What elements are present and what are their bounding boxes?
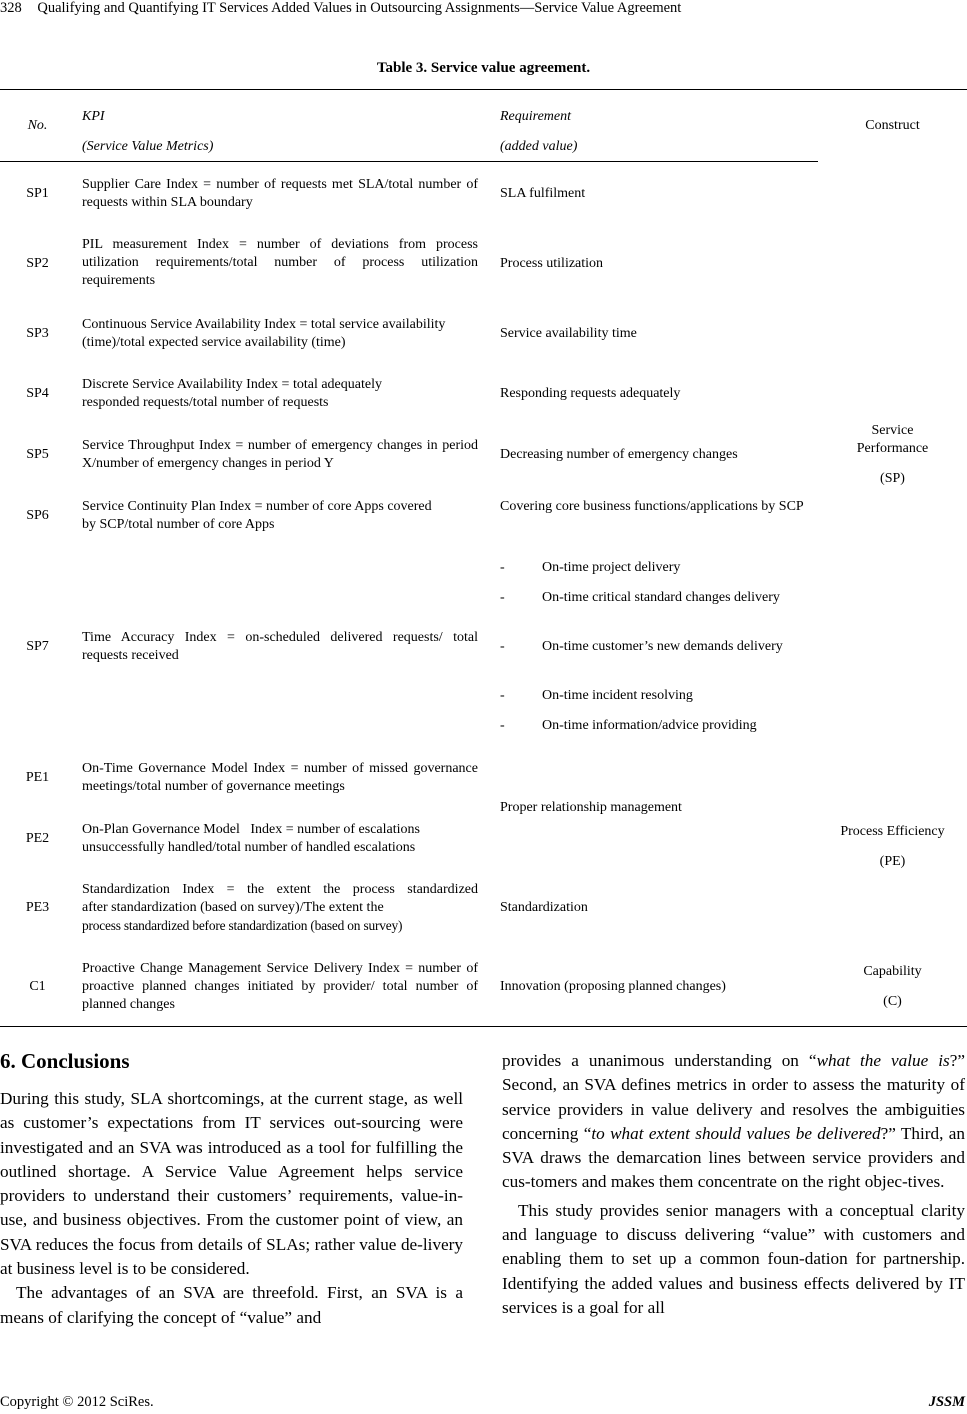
bullet-dash: -	[500, 718, 505, 733]
left-column	[0, 1087, 463, 1330]
running-title: Qualifying and Quantifying IT Services Added Values in Outsourcing Assignments—Service Value Agreement	[37, 0, 682, 16]
row-kpi	[82, 881, 478, 935]
row-no: PE1	[25, 770, 50, 785]
row-requirement: SLA fulfilment	[500, 186, 586, 201]
header-requirement	[500, 102, 808, 162]
section-heading: 6. Conclusions	[0, 1049, 130, 1073]
paragraph	[502, 1049, 965, 1195]
header-kpi-title: KPI	[82, 109, 105, 124]
row-no: PE2	[25, 831, 50, 846]
construct-label: Process Efficiency	[840, 824, 945, 839]
row-kpi: Supplier Care Index = number of requests met SLA/total number of requests within SLA boundary	[82, 177, 478, 210]
requirement-bullet	[500, 687, 808, 705]
table-caption: Table 3. Service value agreement.	[376, 60, 591, 76]
header-req-title: Requirement	[500, 109, 572, 124]
emphasis: to what extent should values be delivered	[591, 1123, 881, 1143]
bullet-text: On-time critical standard changes delivery	[542, 590, 780, 605]
requirement-bullet	[500, 638, 808, 656]
requirement-bullet	[500, 717, 808, 735]
row-kpi: Continuous Service Availability Index = total service availability (time)/total expected service availability (time)	[82, 317, 446, 350]
row-no: SP3	[26, 326, 49, 341]
construct-label: Service	[871, 423, 914, 438]
header-kpi-subtitle: (Service Value Metrics)	[82, 139, 214, 154]
row-no: SP2	[26, 256, 49, 271]
row-no: SP1	[26, 186, 49, 201]
construct-label: Capability	[863, 964, 922, 979]
paragraph: During this study, SLA shortcomings, at the current stage, as well as customer’s expectations from IT services out-sourcing were investigated and an SVA was introduced as a tool for fulfilling the outlined shortage. A Service Value Agreement helps service providers to understand their customers’ requirements, value-in-use, and business objectives. From the customer point of view, an SVA reduces the focus from details of SLAs; rather value de-livery at business level is to be considered.	[0, 1089, 463, 1279]
construct-abbr: (SP)	[880, 471, 905, 486]
row-requirement: Innovation (proposing planned changes)	[500, 979, 726, 994]
requirement-bullet	[500, 589, 808, 607]
construct-sp	[820, 422, 965, 488]
row-requirement: Responding requests adequately	[500, 386, 681, 401]
text-run: ?” Second, an SVA defines metrics in order to assess the maturity of service providers in value delivery and resolves the ambiguities concerning “	[502, 1051, 966, 1143]
bullet-dash: -	[500, 560, 505, 575]
page-number: 328	[0, 0, 22, 16]
row-no: PE3	[25, 900, 50, 915]
construct-label: Performance	[856, 441, 929, 456]
table-top-rule	[0, 89, 967, 90]
construct-abbr: (PE)	[879, 854, 906, 869]
journal-name: JSSM	[928, 1394, 965, 1410]
header-construct: Construct	[865, 118, 920, 133]
header-kpi	[82, 102, 478, 162]
row-kpi: On-Plan Governance Model Index = number of escalations unsuccessfully handled/total number of handled escalations	[82, 822, 424, 855]
requirement-bullet	[500, 559, 808, 577]
row-requirement: Decreasing number of emergency changes	[500, 447, 738, 462]
table-bottom-rule	[0, 1026, 967, 1027]
row-no: SP6	[26, 508, 49, 523]
row-requirement: Service availability time	[500, 326, 637, 341]
row-requirement: Proper relationship management	[500, 800, 682, 815]
bullet-dash: -	[500, 639, 505, 654]
bullet-text: On-time incident resolving	[542, 688, 693, 703]
row-kpi: Service Continuity Plan Index = number of core Apps covered by SCP/total number of core Apps	[82, 499, 432, 532]
text-run: ?” Third, an SVA draws the demarcation lines between service providers and cus-tomers and makes them concentrate on the right objec-tives.	[502, 1123, 965, 1192]
row-no: C1	[29, 979, 46, 994]
bullet-dash: -	[500, 688, 505, 703]
row-no: SP5	[26, 447, 49, 462]
kpi-line: process standardized before standardization (based on survey)	[82, 918, 403, 933]
header-no: No.	[27, 118, 48, 133]
construct-pe	[820, 823, 965, 871]
bullet-dash: -	[500, 590, 505, 605]
row-kpi: Discrete Service Availability Index = total adequately responded requests/total number of requests	[82, 377, 382, 410]
row-kpi: Time Accuracy Index = on-scheduled delivered requests/ total requests received	[82, 630, 478, 663]
bullet-text: On-time customer’s new demands delivery	[542, 639, 783, 654]
construct-abbr: (C)	[883, 994, 902, 1009]
row-requirement: Standardization	[500, 900, 588, 915]
row-kpi: PIL measurement Index = number of deviations from process utilization requirements/total number of process utilization requirements	[82, 237, 478, 288]
emphasis: what the value is	[816, 1051, 950, 1070]
paragraph: This study provides senior managers with a conceptual clarity and language to discuss delivering “value” with customers and enabling them to set up a common foun-dation for partnership. Identifying the added values and business effects delivered by IT services is a goal for all	[502, 1200, 965, 1317]
copyright: Copyright © 2012 SciRes.	[0, 1394, 154, 1410]
right-column	[502, 1049, 965, 1320]
paragraph: The advantages of an SVA are threefold. First, an SVA is a means of clarifying the concept of “value” and	[0, 1283, 463, 1327]
row-no: SP7	[26, 639, 49, 654]
row-no: SP4	[26, 386, 49, 401]
running-head	[0, 0, 681, 17]
row-kpi: Proactive Change Management Service Delivery Index = number of proactive planned changes initiated by provider/ total number of planned changes	[82, 961, 478, 1012]
kpi-line: Standardization Index = the extent the process standardized	[82, 882, 478, 897]
row-kpi: On-Time Governance Model Index = number of missed governance meetings/total number of governance meetings	[82, 761, 478, 794]
row-kpi: Service Throughput Index = number of emergency changes in period X/number of emergency changes in period Y	[82, 438, 478, 471]
text-run: provides a unanimous understanding on “	[502, 1051, 817, 1070]
row-requirement: Process utilization	[500, 256, 604, 271]
kpi-line: after standardization (based on survey)/The extent the	[82, 900, 384, 915]
bullet-text: On-time project delivery	[542, 560, 681, 575]
construct-c	[820, 963, 965, 1011]
header-req-subtitle: (added value)	[500, 139, 578, 154]
bullet-text: On-time information/advice providing	[542, 718, 757, 733]
row-requirement: Covering core business functions/applications by SCP	[500, 499, 804, 514]
